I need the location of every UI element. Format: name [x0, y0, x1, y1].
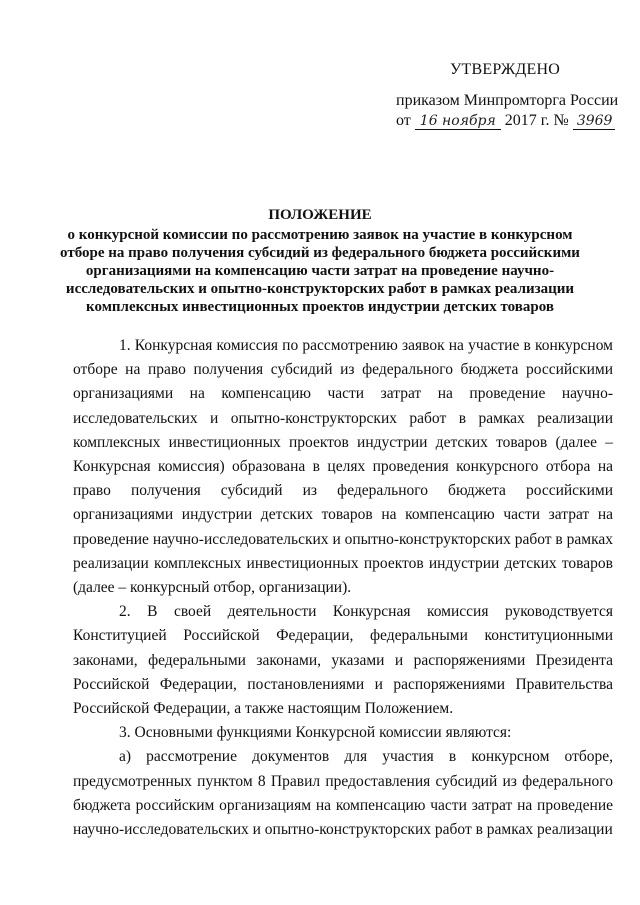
order-date-line	[396, 111, 615, 131]
approved-stamp-text: УТВЕРЖДЕНО	[450, 61, 561, 78]
document-title	[60, 206, 580, 316]
handwritten-order-number: 3969	[573, 113, 615, 130]
handwritten-date: 16 ноября	[415, 113, 501, 130]
title-heading: ПОЛОЖЕНИЕ	[268, 207, 372, 223]
paragraph-1: 1. Конкурсная комиссия по рассмотрению заявок на участие в конкурсном отборе на право получения субсидий из федерального бюджета российскими организациями на компенсацию части затрат на проведение научно-исследовательских и опытно-конструкторских работ в рамках реализации комплексных инвестиционных проектов индустрии детских товаров (далее – Конкурсная комиссия) образована в целях проведения конкурсного отбора на право получения субсидий из федерального бюджета российскими организациями индустрии детских товаров на компенсацию части затрат на проведение научно-исследовательских и опытно-конструкторских работ в рамках реализации комплексных инвестиционных проектов индустрии детских товаров (далее – конкурсный отбор, организации).	[73, 337, 613, 597]
title-subtitle: о конкурсной комиссии по рассмотрению заявок на участие в конкурсном отборе на право получения субсидий из федерального бюджета российскими организациями на компенсацию части затрат на проведение научно-исследовательских и опытно-конструкторских работ в рамках реализации комплексных инвестиционных проектов индустрии детских товаров	[60, 227, 580, 315]
date-year: 2017 г. №	[504, 112, 569, 129]
date-prefix: от	[396, 112, 411, 129]
paragraph-3a: а) рассмотрение документов для участия в конкурсном отборе, предусмотренных пунктом 8 Правил предоставления субсидий из федерального бюджета российским организациям на компенсацию части затрат на проведение научно-исследовательских и опытно-конструкторских работ в рамках реализации	[73, 748, 613, 839]
paragraph-3: 3. Основными функциями Конкурсной комиссии являются:	[119, 724, 512, 742]
paragraph-2: 2. В своей деятельности Конкурсная комиссия руководствуется Конституцией Российской Федерации, федеральными конституционными законами, федеральными законами, указами и распоряжениями Президента Российской Федерации, постановлениями и распоряжениями Правительства Российской Федерации, а также настоящим Положением.	[73, 603, 613, 718]
document-body	[73, 334, 613, 842]
order-reference: приказом Минпромторга России	[396, 92, 619, 109]
